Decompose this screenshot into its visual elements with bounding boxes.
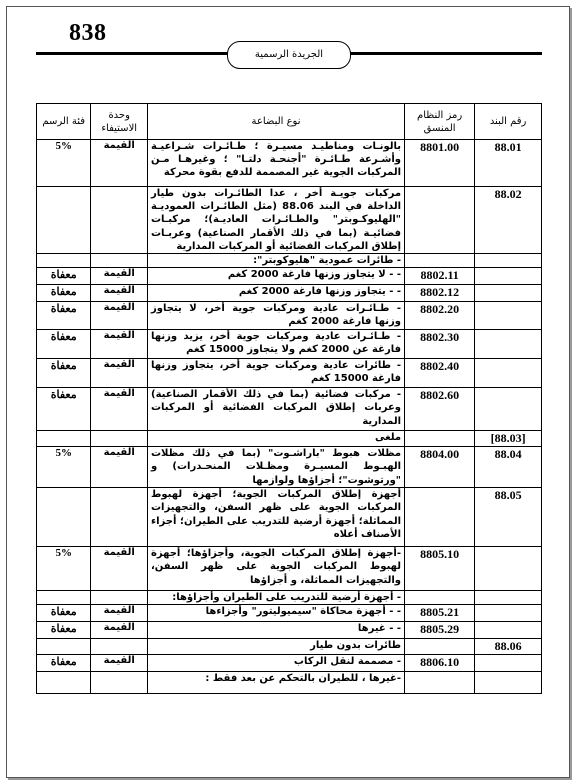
cell-item-no [475,302,542,330]
table-row [37,359,542,388]
table-row [37,672,542,694]
table-header-row [37,104,542,140]
cell-item-no: 88.06 [475,639,542,655]
cell-description: مظلات هبوط "باراشـوت" (بما في ذلك مظلات الهبـوط المسيـرة ومظـلات المنحـدرات) و "ورتوشوت"؛ أجزاؤها ولوازمها [148,447,405,488]
cell-description: - - أجهزة محاكاة "سيميوليتور" وأجزاءها [148,605,405,622]
cell-rate: 5% [37,447,91,488]
cell-unit [91,639,148,655]
table-row [37,187,542,254]
cell-item-no [475,254,542,268]
cell-rate: معفاة [37,622,91,639]
table-row [37,268,542,285]
cell-rate: معفاة [37,388,91,431]
cell-rate: معفاة [37,302,91,330]
cell-item-no: 88.01 [475,140,542,187]
cell-rate: معفاة [37,655,91,672]
cell-description: بالونـات ومناطيـد مسيـرة ؛ طـائـرات شـراعيـة وأشـرعة طـائـرة "أجنحـة دلتـا" ؛ وغيرهـا مـن المركبات الجوية غير المصممة للدفع بقوة محركة [148,140,405,187]
cell-unit: القيمة [91,359,148,388]
cell-unit [91,187,148,254]
tariff-table [36,103,542,694]
cell-item-no [475,388,542,431]
cell-hs-code [405,254,475,268]
cell-item-no [475,285,542,302]
table-row [37,431,542,447]
table-row [37,622,542,639]
cell-hs-code: 8804.00 [405,447,475,488]
cell-unit: القيمة [91,622,148,639]
cell-description: - طـائـرات عادية ومركبات جوية أخر، لا يتجاوز وزنها فارغة 2000 كغم [148,302,405,330]
cell-hs-code [405,488,475,547]
cell-rate [37,672,91,694]
cell-rate: 5% [37,140,91,187]
cell-unit [91,488,148,547]
cell-rate [37,254,91,268]
cell-item-no [475,330,542,359]
cell-unit: القيمة [91,302,148,330]
cell-rate [37,591,91,605]
cell-item-no [475,605,542,622]
cell-item-no [475,547,542,591]
cell-unit [91,672,148,694]
cell-item-no: 88.02 [475,187,542,254]
cell-hs-code [405,639,475,655]
cell-rate: معفاة [37,268,91,285]
cell-unit: القيمة [91,655,148,672]
cell-description: طائرات بدون طيار [148,639,405,655]
cell-unit: القيمة [91,388,148,431]
cell-description: - طائرات عادية ومركبات جوية أخر، يتجاوز وزنها فارغة 15000 كغم [148,359,405,388]
table-row [37,302,542,330]
table-body [37,140,542,694]
cell-item-no [475,622,542,639]
cell-description: - - غيرها [148,622,405,639]
cell-rate [37,431,91,447]
cell-unit: القيمة [91,605,148,622]
cell-hs-code [405,187,475,254]
cell-hs-code: 8801.00 [405,140,475,187]
cell-hs-code [405,672,475,694]
cell-hs-code: 8805.29 [405,622,475,639]
cell-hs-code [405,431,475,447]
table-row [37,639,542,655]
table-row [37,605,542,622]
cell-item-no: 88.05 [475,488,542,547]
cell-description: - أجهزة أرضية للتدريب على الطيران وأجزاؤها: [148,591,405,605]
cell-item-no [475,591,542,605]
cell-unit [91,254,148,268]
cell-item-no [475,655,542,672]
cell-hs-code [405,591,475,605]
table-row [37,285,542,302]
table-row [37,330,542,359]
cell-item-no: 88.04 [475,447,542,488]
header-item-no: رقم البند [475,104,542,140]
cell-hs-code: 8802.12 [405,285,475,302]
table-row [37,591,542,605]
cell-unit: القيمة [91,268,148,285]
cell-item-no [475,359,542,388]
page-number: 838 [69,20,107,46]
cell-item-no: [88.03] [475,431,542,447]
cell-description: - طائرات عمودية "هليوكوبتر": [148,254,405,268]
cell-description: مركبات جويـة أخر ، عدا الطائـرات بدون طيار الداخلة في البند 88.06 (مثل الطائـرات العموديـة "الهليوكـوبتر" والطـائـرات العاديـة)؛ مركبـات فضائيـة (بما في ذلك الأقمار الصناعية) وعربـات إطلاق المركبات الفضائية أو المركبات المدارية [148,187,405,254]
cell-item-no [475,672,542,694]
cell-unit: القيمة [91,447,148,488]
table-row [37,488,542,547]
cell-hs-code: 8802.11 [405,268,475,285]
cell-rate: معفاة [37,285,91,302]
cell-description: - - يتجاوز وزنها فارغة 2000 كغم [148,285,405,302]
cell-unit: القيمة [91,285,148,302]
cell-description: - طـائـرات عادية ومركبات جوية أخر، يزيد وزنها فارغة عن 2000 كغم ولا يتجاوز 15000 كغم [148,330,405,359]
cell-description: - مصممة لنقل الركاب [148,655,405,672]
header-description: نوع البضاعة [148,104,405,140]
cell-description: -غيرها ، للطيران بالتحكم عن بعد فقط : [148,672,405,694]
cell-hs-code: 8802.60 [405,388,475,431]
cell-rate: معفاة [37,330,91,359]
cell-hs-code: 8802.30 [405,330,475,359]
cell-description: -أجهزة إطلاق المركبات الجوية، وأجزاؤها؛ أجهزة لهبوط المركبات الجوية على ظهر السفن، والتجهيزات المماثلة، و أجزاؤها [148,547,405,591]
gazette-title: الجريدة الرسمية [227,41,351,69]
cell-unit: القيمة [91,140,148,187]
table-row [37,140,542,187]
header-rate: فئة الرسم [37,104,91,140]
cell-unit [91,431,148,447]
header-unit: وحدة الاستيفاء [91,104,148,140]
cell-description: - مركبات فضائية (بما في ذلك الأقمار الصناعية) وعربات إطلاق المركبات الفضائية أو المركبات المدارية [148,388,405,431]
cell-rate: 5% [37,547,91,591]
cell-hs-code: 8802.20 [405,302,475,330]
cell-rate: معفاة [37,605,91,622]
cell-hs-code: 8805.10 [405,547,475,591]
table-row [37,547,542,591]
cell-rate: معفاة [37,359,91,388]
cell-rate [37,187,91,254]
header-hs-code: رمز النظام المنسق [405,104,475,140]
cell-unit: القيمة [91,547,148,591]
cell-rate [37,488,91,547]
cell-description: أجهزة إطلاق المركبات الجوية؛ أجهزة لهبوط المركبات الجوية على ظهر السفن، والتجهيزات المماثلة؛ أجهزة أرضية للتدريب على الطيران؛ أجزاء الأصناف أعلاه [148,488,405,547]
cell-hs-code: 8805.21 [405,605,475,622]
cell-hs-code: 8806.10 [405,655,475,672]
table-row [37,655,542,672]
table-row [37,254,542,268]
cell-unit [91,591,148,605]
cell-unit: القيمة [91,330,148,359]
cell-description: - - لا يتجاوز وزنها فارغة 2000 كغم [148,268,405,285]
cell-hs-code: 8802.40 [405,359,475,388]
cell-rate [37,639,91,655]
cell-item-no [475,268,542,285]
table-row [37,388,542,431]
table-row [37,447,542,488]
cell-description: ملغى [148,431,405,447]
